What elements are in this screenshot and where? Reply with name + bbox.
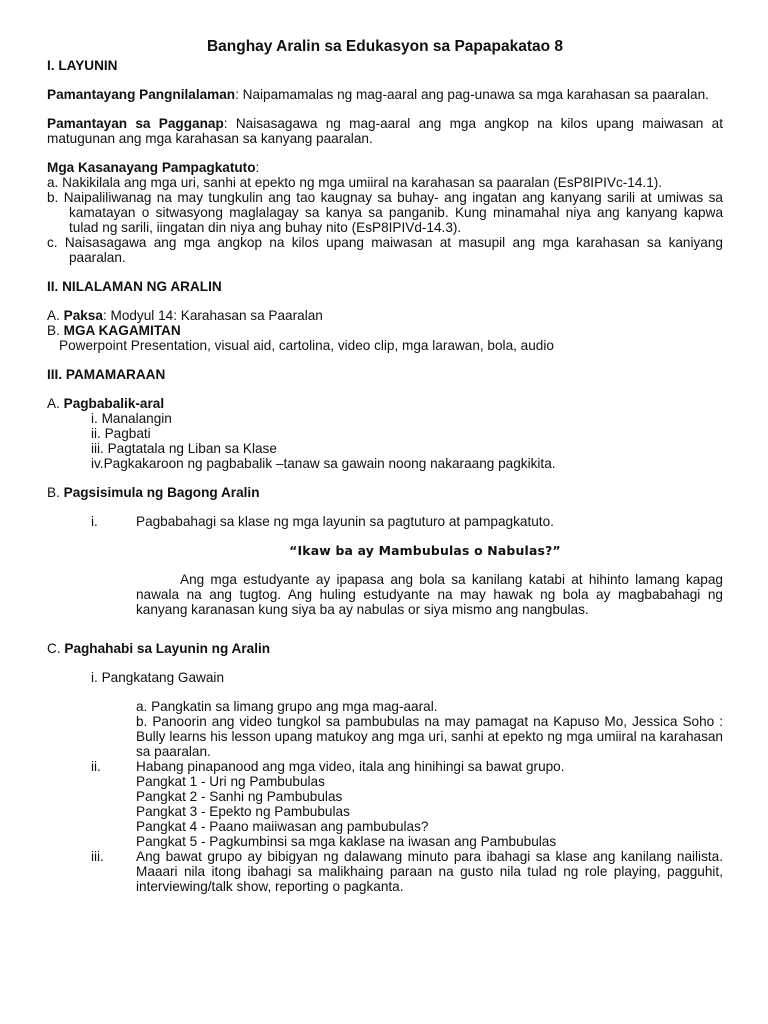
gawain-b: b. Panoorin ang video tungkol sa pambubulas na may pamagat na Kapuso Mo, Jessica Soho : Bully learns his lesson upang matukoy ang mga uri, sanhi at epekto ng mga umiiral na karahasan sa paaralan. [136, 714, 723, 759]
section-heading-nilalaman: II. NILALAMAN NG ARALIN [47, 279, 222, 294]
pagbabalik-aral-item: ii. Pagbati [91, 426, 151, 441]
paksa-prefix: A. [47, 308, 64, 323]
pangnilalaman-label: Pamantayang Pangnilalaman [47, 87, 236, 102]
pangkat-item: Pangkat 1 - Uri ng Pambubulas [136, 774, 325, 789]
kasanayan-label: Mga Kasanayang Pampagkatuto [47, 160, 256, 175]
pangkat-item: Pangkat 5 - Pagkumbinsi sa mga kaklase na iwasan ang Pambubulas [136, 834, 557, 849]
c-label: Paghahabi sa Layunin ng Aralin [64, 641, 271, 656]
paksa-text: : Modyul 14: Karahasan sa Paaralan [102, 308, 323, 323]
pamantayang-pangnilalaman [47, 87, 723, 102]
activity-paragraph [47, 572, 723, 617]
pangkat-item: Pangkat 2 - Sanhi ng Pambubulas [136, 789, 343, 804]
pangkat-item: Pangkat 4 - Paano maiiwasan ang pambubulas? [136, 819, 429, 834]
kagamitan-prefix: B. [47, 323, 64, 338]
activity-paragraph-text: Ang mga estudyante ay ipapasa ang bola sa kanilang katabi at hihinto lamang kapag nawala na ang tugtog. Ang huling estudyante na may hawak ng bola ay magbabahagi ng kanyang karanasan kung siya ba ay nabulas or siya mismo ang nangbulas. [136, 572, 723, 617]
item-number: iii. [91, 849, 104, 864]
c-prefix: C. [47, 641, 65, 656]
gawain-ii [47, 759, 723, 774]
lesson-plan-page [47, 38, 746, 894]
pagbabalik-aral-item: iii. Pagtatala ng Liban sa Klase [91, 441, 277, 456]
kasanayan-item: a. Nakikilala ang mga uri, sanhi at epekto ng mga umiiral na karahasan sa paaralan (EsP8IPIVc-14.1). [47, 175, 663, 190]
kagamitan-label: MGA KAGAMITAN [63, 323, 181, 338]
activity-quote-title: “Ikaw ba ay Mambubulas o Nabulas?” [289, 543, 561, 558]
pamantayan-sa-pagganap [47, 116, 723, 146]
b-prefix: B. [47, 485, 64, 500]
gawain-iii [47, 849, 746, 894]
kagamitan-text: Powerpoint Presentation, visual aid, cartolina, video clip, mga larawan, bola, audio [59, 338, 554, 353]
kasanayan-item: c. Naisasagawa ang mga angkop na kilos upang maiwasan at masupil ang mga karahasan sa kaniyang paaralan. [47, 235, 723, 265]
a-prefix: A. [47, 396, 64, 411]
item-text: Ang bawat grupo ay bibigyan ng dalawang minuto para ibahagi sa klase ang kanilang nailista. Maaari nila itong ibahagi sa malikhaing paraan na gusto nila tulad ng role playing, pagguhit, interviewing/talk show, reporting o pagkanta. [136, 849, 746, 894]
pagsisimula-item [47, 514, 723, 529]
item-number: ii. [91, 759, 101, 774]
pagganap-label: Pamantayan sa Pagganap [47, 116, 224, 131]
pagbabalik-aral-item: i. Manalangin [91, 411, 172, 426]
paksa-line [47, 308, 723, 323]
pagganap-text: : Naisasagawa ng mag-aaral ang mga angkop na kilos upang maiwasan at matugunan ang mga karahasan sa kanyang paaralan. [47, 116, 723, 146]
pagbabalik-aral-item: iv.Pagkakaroon ng pagbabalik –tanaw sa gawain noong nakaraang pagkikita. [91, 456, 556, 471]
item-text: Habang pinapanood ang mga video, itala ang hinihingi sa bawat grupo. [136, 759, 565, 774]
section-heading-layunin: I. LAYUNIN [47, 58, 118, 73]
item-text: Pagbabahagi sa klase ng mga layunin sa pagtuturo at pampagkatuto. [136, 514, 554, 529]
kasanayan-item: b. Naipaliliwanag na may tungkulin ang tao kaugnay sa buhay- ang ingatan ang kanyang sarili at umiwas sa kamatayan o sitwasyong maglalagay sa kanya sa panganib. Kung minamahal niya ang kanyang kapwa tulad ng sarili, iingatan din niya ang buhay nito (EsP8IPIVd-14.3). [47, 190, 723, 235]
kagamitan-line [47, 323, 723, 338]
paksa-label: Paksa [63, 308, 103, 323]
a-label: Pagbabalik-aral [63, 396, 165, 411]
pangkatang-gawain: i. Pangkatang Gawain [91, 670, 225, 685]
kasanayan-heading [47, 160, 723, 175]
b-label: Pagsisimula ng Bagong Aralin [63, 485, 260, 500]
pagbabalik-aral-heading [47, 396, 723, 411]
kasanayan-colon: : [255, 160, 260, 175]
item-number: i. [91, 514, 98, 529]
pangkat-item: Pangkat 3 - Epekto ng Pambubulas [136, 804, 350, 819]
gawain-a: a. Pangkatin sa limang grupo ang mga mag-aaral. [136, 699, 438, 714]
section-heading-pamamaraan: III. PAMAMARAAN [47, 367, 166, 382]
document-title: Banghay Aralin sa Edukasyon sa Papapakatao 8 [206, 38, 564, 55]
pangnilalaman-text: : Naipamamalas ng mag-aaral ang pag-unawa sa mga karahasan sa paaralan. [235, 87, 709, 102]
paghahabi-heading [47, 641, 723, 656]
pagsisimula-heading [47, 485, 723, 500]
